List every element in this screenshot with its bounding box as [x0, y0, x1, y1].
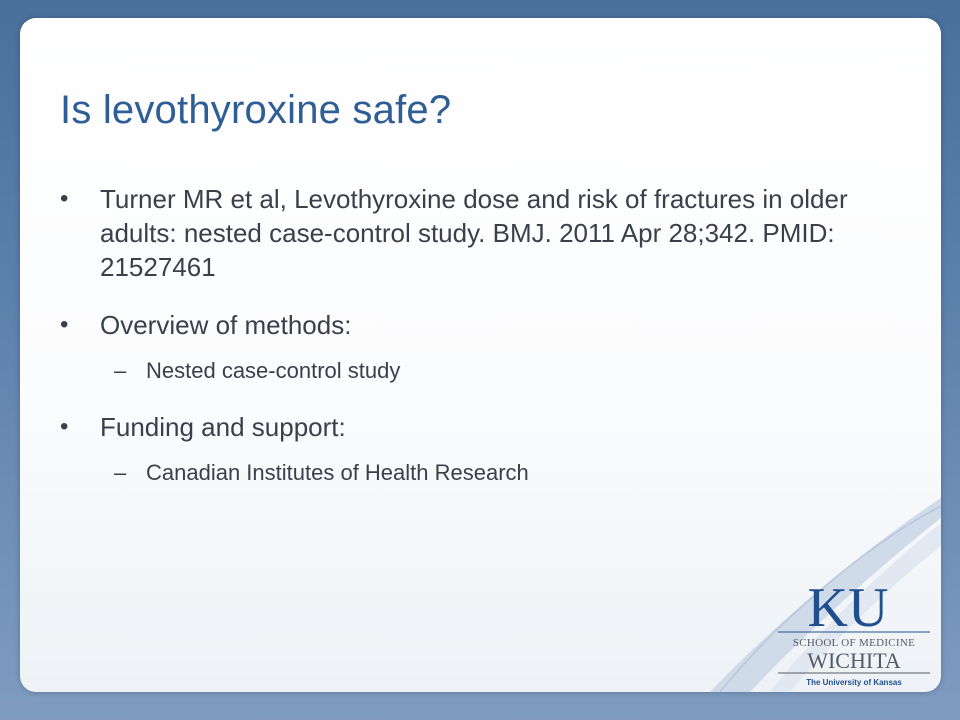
- slide-title: Is levothyroxine safe?: [60, 88, 452, 132]
- bullet-dot-icon: •: [60, 413, 69, 440]
- bullet-text: Funding and support:: [100, 412, 346, 442]
- bullet-item-citation: [54, 182, 884, 284]
- ku-school-of-medicine-wichita-logo: [768, 570, 938, 700]
- bullet-dot-icon: •: [60, 185, 69, 212]
- logo-initials: KU: [807, 577, 889, 639]
- logo-wichita-line: WICHITA: [807, 648, 901, 673]
- logo-university-line: The University of Kansas: [806, 678, 902, 687]
- bullet-item-methods: [54, 308, 884, 342]
- logo-school-line: SCHOOL OF MEDICINE: [792, 637, 916, 649]
- sub-bullet-text: Nested case-control study: [146, 358, 401, 383]
- sub-bullet-item-methods: [54, 356, 884, 386]
- bullet-list: [54, 182, 884, 488]
- dash-icon: –: [114, 460, 127, 485]
- dash-icon: –: [114, 358, 127, 383]
- bullet-dot-icon: •: [60, 311, 69, 338]
- sub-bullet-text: Canadian Institutes of Health Research: [146, 460, 529, 485]
- bullet-text: Overview of methods:: [100, 310, 352, 340]
- bullet-text: Turner MR et al, Levothyroxine dose and risk of fractures in older adults: nested case-control study. BMJ. 2011 Apr 28;342. PMID: 21527461: [100, 184, 848, 282]
- bullet-item-funding: [54, 410, 884, 444]
- sub-bullet-item-funding: [54, 458, 884, 488]
